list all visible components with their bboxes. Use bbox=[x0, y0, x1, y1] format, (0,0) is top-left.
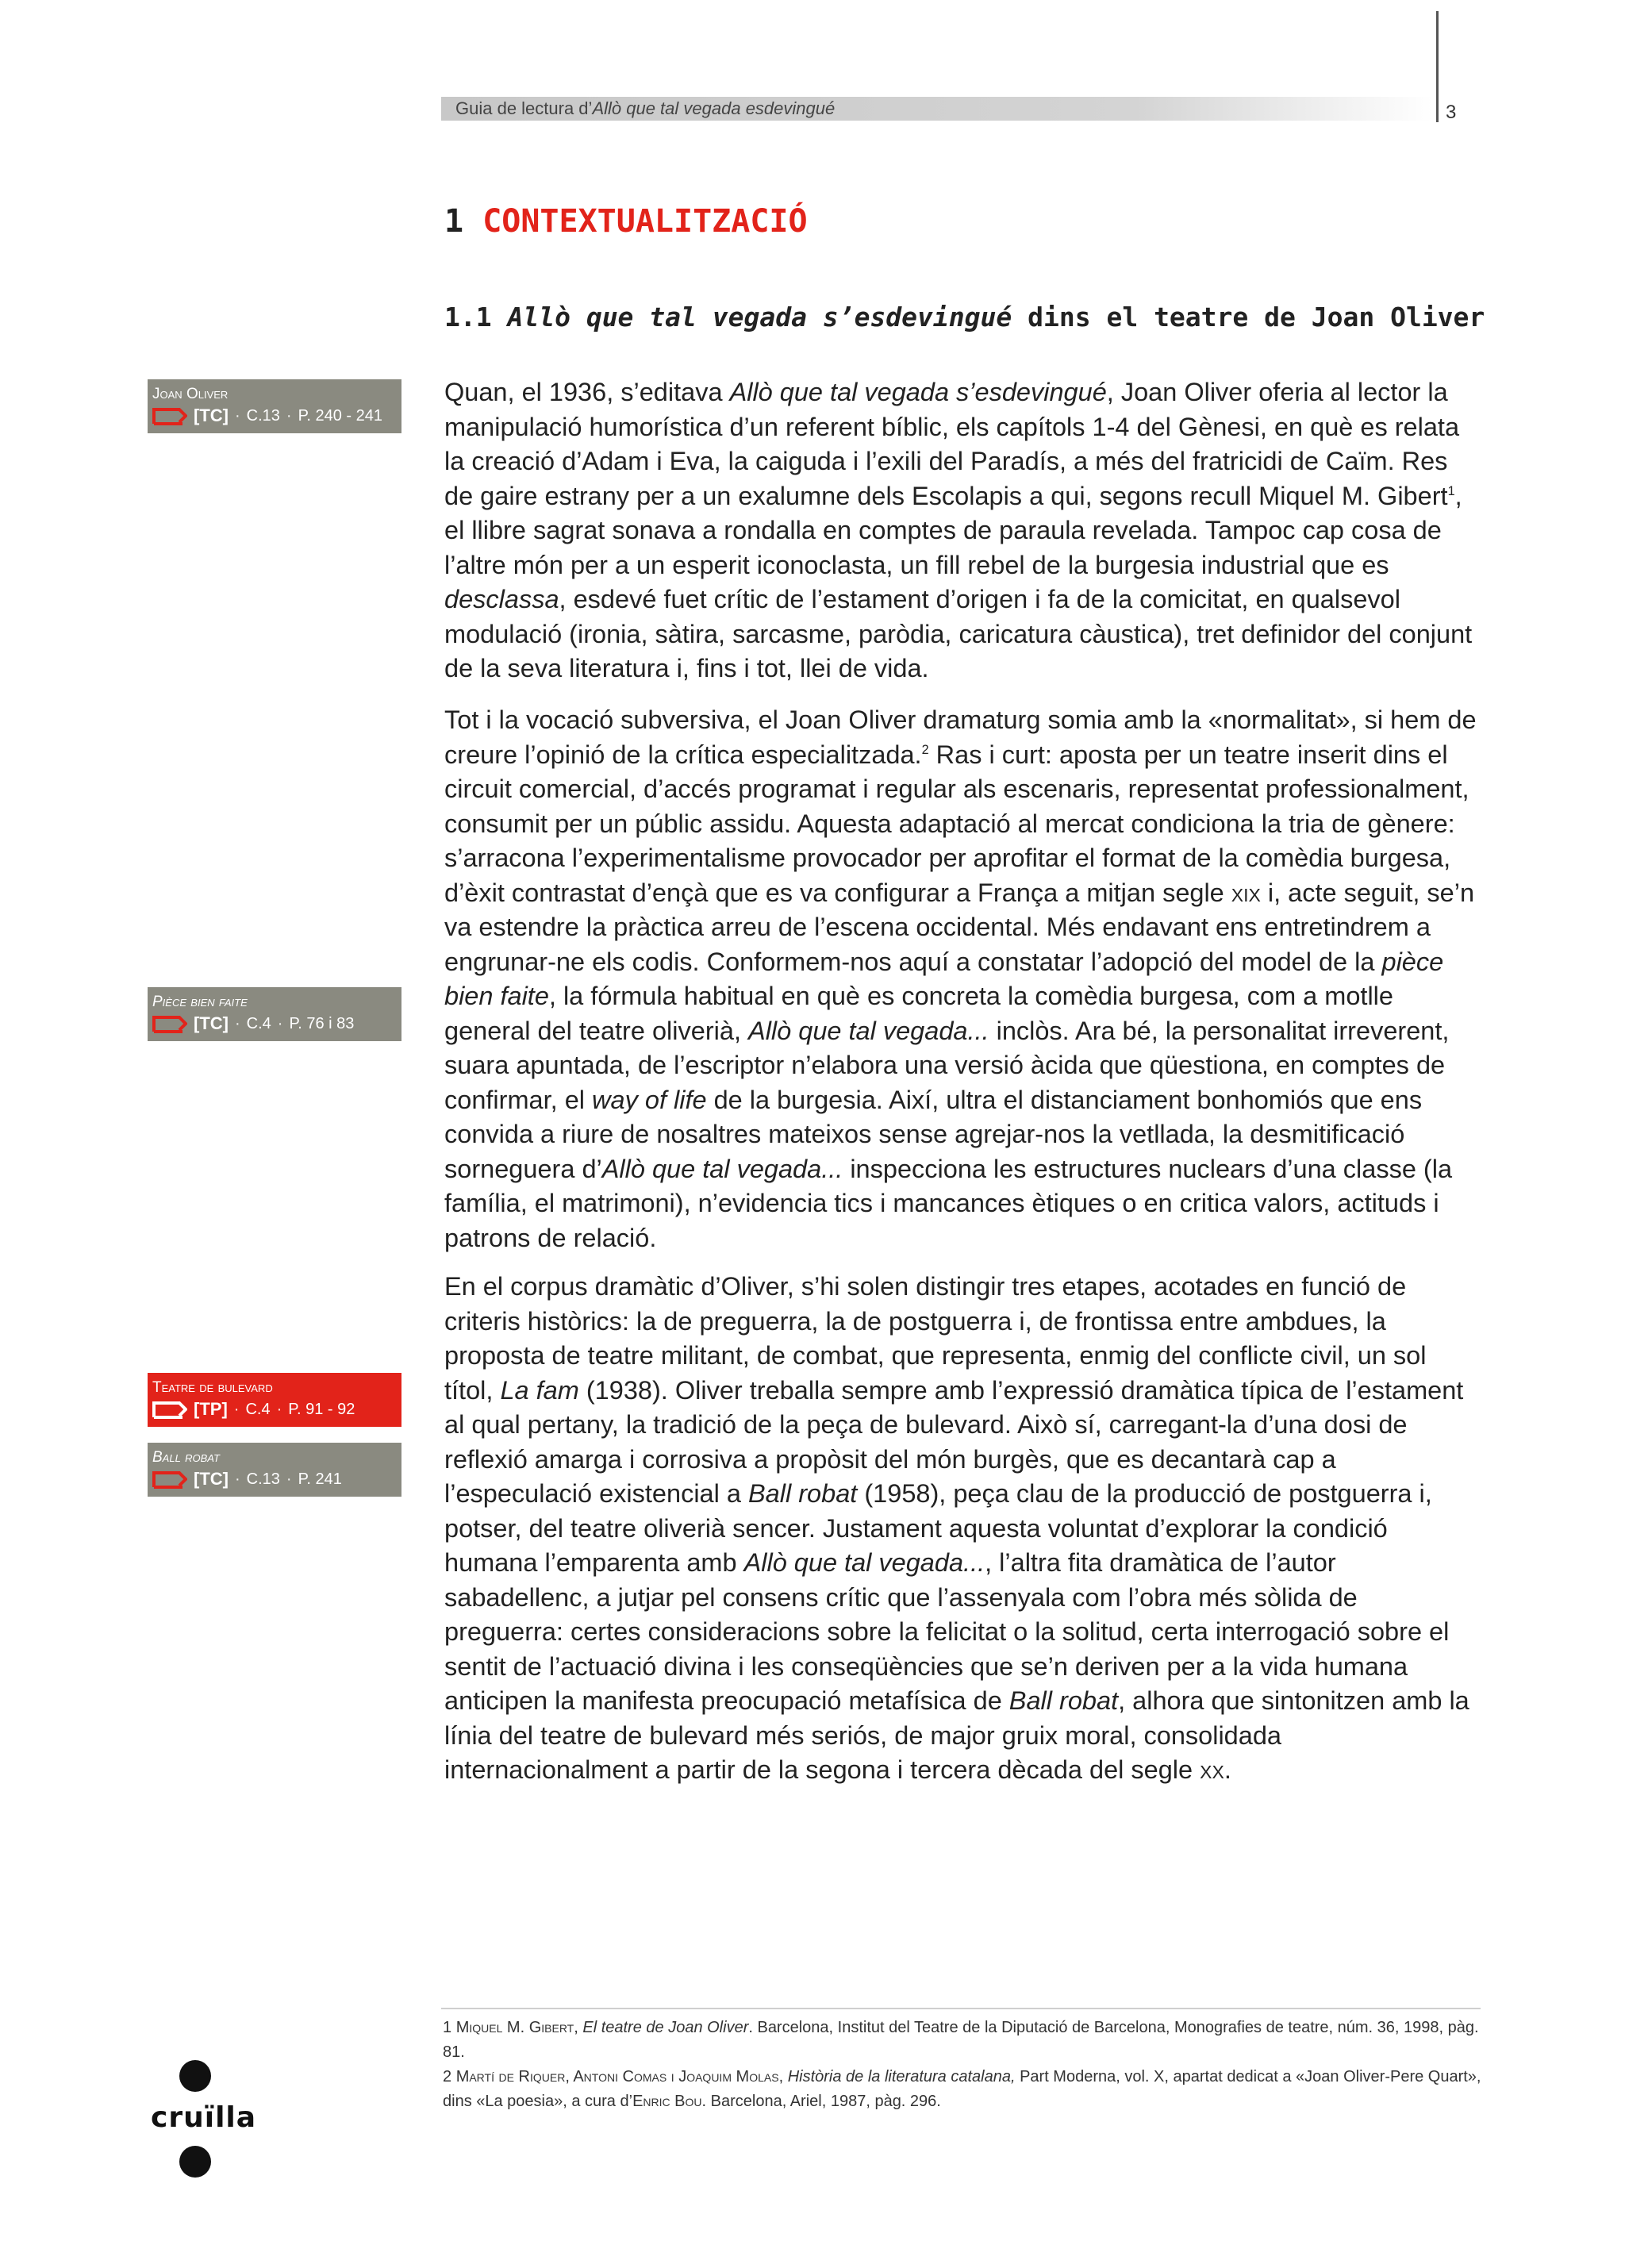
section-heading: 1 CONTEXTUALITZACIÓ bbox=[444, 203, 808, 240]
footnote-ref-1[interactable]: 1 bbox=[1447, 483, 1455, 498]
footnote-divider bbox=[441, 2008, 1481, 2009]
footnote-1: 1 Miquel M. Gibert, El teatre de Joan Oliver. Barcelona, Institut del Teatre de la Diputació de Barcelona, Monografies de teatre, núm. 36, 1998, pàg. 81. bbox=[443, 2019, 1479, 2061]
sidebar-ref-teatre-de-bulevard[interactable]: Teatre de bulevard [TP] · C.4 · P. 91 - 92 bbox=[148, 1373, 401, 1427]
subsection-heading: 1.1 Allò que tal vegada s’esdevingué dins el teatre de Joan Oliver bbox=[444, 302, 1485, 333]
running-header-title: Guia de lectura d’Allò que tal vegada esdevingué bbox=[455, 98, 836, 118]
paragraph-3: En el corpus dramàtic d’Oliver, s’hi solen distingir tres etapes, acotades en funció de criteris històrics: la de preguerra, la de postguerra i, de frontissa entre ambdues, la proposta de teatre militant, de combat, que representa, enmig del conflicte civil, un sol títol, La fam (1938). Oliver treballa sempre amb l’expressió dramàtica típica de l’estament al qual pertany, la tradició de la peça de bulevard. Això sí, carregant-la d’una dosi de reflexió amarga i corrosiva a propòsit del món burgès, que es decantarà cap a l’especulació existencial a Ball robat (1958), peça clau de la producció de postguerra i, potser, del teatre oliverià sencer. Justament aquesta voluntat d’explorar la condició humana l’emparenta amb Allò que tal vegada..., l’altra fita dramàtica de l’autor sabadellenc, a jutjar pel consens crític que l’assenyala com l’obra més sòlida de preguerra: certes consideracions sobre la felicitat o la solitud, certa interrogació sobre el sentit de l’actuació divina i les conseqüències que se’n deriven per a la vida humana anticipen la manifesta preocupació metafísica de Ball robat, alhora que sintonitzen amb la línia del teatre de bulevard més seriós, de major gruix moral, consolidada internacionalment a partir de la segona i tercera dècada del segle xx. bbox=[444, 1272, 1469, 1784]
sidebar-ref-joan-oliver[interactable]: Joan Oliver [TC] · C.13 · P. 240 - 241 bbox=[148, 379, 401, 433]
red-flag-arrow-icon bbox=[152, 1470, 187, 1489]
footnotes bbox=[443, 2016, 1482, 2114]
footnote-2: 2 Martí de Riquer, Antoni Comas i Joaquim Molas, Història de la literatura catalana, Part Moderna, vol. X, apartat dedicat a «Joan Oliver-Pere Quart», dins «La poesia», a cura d’Enric Bou. Barcelona, Ariel, 1987, pàg. 296. bbox=[443, 2068, 1481, 2110]
footnote-ref-2[interactable]: 2 bbox=[921, 742, 929, 757]
logo-dot-top bbox=[179, 2060, 211, 2092]
section-title: CONTEXTUALITZACIÓ bbox=[482, 203, 808, 240]
paragraph-2: Tot i la vocació subversiva, el Joan Oliver dramaturg somia amb la «normalitat», si hem de creure l’opinió de la crítica especialitzada.$^2$ Ras i curt: aposta per un teatre inserit dins el circuit comercial, d’accés programat i regular als escenaris, representat professionalment, consumit per un públic assidu. Aquesta adaptació al mercat condiciona la tria de gènere: s’arracona l’experimentalisme provocador per aprofitar el format de la comèdia burgesa, d’èxit contrastat d’ençà que es va configurar a França a mitjan segle xix i, acte seguit, se’n va estendre la pràctica arreu de l’escena occidental. Més endavant ens entretindrem a engrunar-ne els codis. Conformem-nos aquí a constatar l’adopció del model de la pièce bien faite, la fórmula habitual en què es concreta la comèdia burgesa, com a motlle general del teatre oliverià, Allò que tal vegada... inclòs. Ara bé, la personalitat irreverent, suara apuntada, de l’escriptor n’elabora una versió àcida que qüestiona, en comptes de confirmar, el way of life de la burgesia. Així, ultra el distanciament bonhomiós que ens convida a riure de nosaltres mateixos sense agrejar-nos la vetllada, la desmitificació sorneguera d’Allò que tal vegada... inspecciona les estructures nuclears d’una classe (la família, el matrimoni), n’evidencia tics i mancances ètiques o en critica valors, actituds i patrons de relació. bbox=[444, 705, 1477, 1252]
paragraph-1: Quan, el 1936, s’editava Allò que tal vegada s’esdevingué, Joan Oliver oferia al lector la manipulació humorística d’un referent bíblic, els capítols 1-4 del Gènesi, en què es relata la creació d’Adam i Eva, la caiguda i l’exili del Paradís, a més del fratricidi de Caïm. Res de gaire estrany per a un exalumne dels Escolapis a qui, segons recull Miquel M. Gibert$^1$, el llibre sagrat sonava a rondalla en comptes de paraula revelada. Tampoc cap cosa de l’altre món per a un esperit iconoclasta, un fill rebel de la burgesia industrial que es desclassa, esdevé fuet crític de l’estament d’origen i fa de la comicitat, en qualsevol modulació (ironia, sàtira, sarcasme, paròdia, caricatura càustica), tret definidor del conjunt de la seva literatura i, fins i tot, llei de vida. bbox=[444, 378, 1473, 682]
header-vertical-rule bbox=[1436, 11, 1439, 122]
red-flag-arrow-icon bbox=[152, 1014, 187, 1033]
logo-dot-bottom bbox=[179, 2146, 211, 2178]
sidebar-ref-ball-robat[interactable]: Ball robat [TC] · C.13 · P. 241 bbox=[148, 1443, 401, 1497]
red-flag-arrow-icon bbox=[152, 406, 187, 425]
page-number: 3 bbox=[1446, 102, 1457, 123]
publisher-logo: cruïlla bbox=[151, 2101, 257, 2134]
sidebar-ref-piece-bien-faite[interactable]: Pièce bien faite [TC] · C.4 · P. 76 i 83 bbox=[148, 987, 401, 1041]
flag-arrow-icon bbox=[152, 1400, 187, 1419]
